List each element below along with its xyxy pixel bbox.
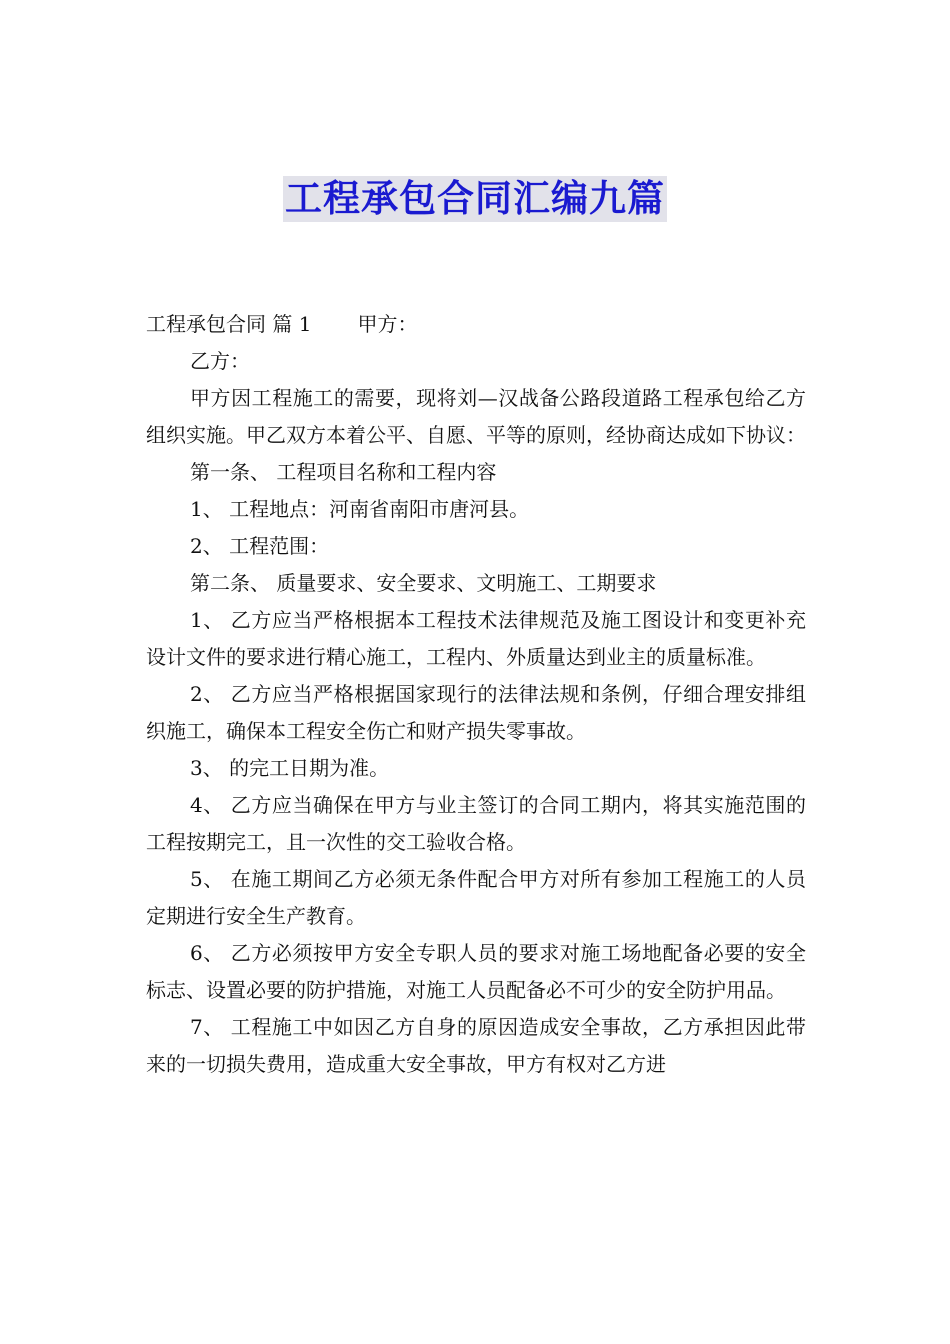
article-2-item-4: 4、 乙方应当确保在甲方与业主签订的合同工期内，将其实施范围的工程按期完工，且一次性的交工验收合格。 <box>146 793 806 854</box>
party-a-label: 甲方： <box>357 312 418 336</box>
document-body <box>146 306 806 1083</box>
article-1-item-1: 1、 工程地点：河南省南阳市唐河县。 <box>190 497 530 521</box>
article-2-heading: 第二条、 质量要求、安全要求、文明施工、工期要求 <box>190 571 657 595</box>
article-2-item-6: 6、 乙方必须按甲方安全专职人员的要求对施工场地配备必要的安全标志、设置必要的防护措施，对施工人员配备必不可少的安全防护用品。 <box>146 941 806 1002</box>
contract-heading: 工程承包合同 篇 1 <box>146 312 312 336</box>
article-1-item-2: 2、 工程范围： <box>190 534 330 558</box>
paragraph-intro: 甲方因工程施工的需要，现将刘—汉战备公路段道路工程承包给乙方组织实施。甲乙双方本着公平、自愿、平等的原则，经协商达成如下协议： <box>146 386 806 447</box>
document-title: 工程承包合同汇编九篇 <box>285 177 665 220</box>
article-1-heading: 第一条、 工程项目名称和工程内容 <box>190 460 497 484</box>
title-container <box>0 176 950 222</box>
article-2-item-3: 3、 的完工日期为准。 <box>190 756 390 780</box>
article-2-item-2: 2、 乙方应当严格根据国家现行的法律法规和条例，仔细合理安排组织施工，确保本工程安全伤亡和财产损失零事故。 <box>146 682 806 743</box>
article-2-item-7: 7、 工程施工中如因乙方自身的原因造成安全事故，乙方承担因此带来的一切损失费用，造成重大安全事故，甲方有权对乙方进 <box>146 1015 806 1076</box>
contract-heading-line <box>146 306 806 343</box>
article-2-item-5: 5、 在施工期间乙方必须无条件配合甲方对所有参加工程施工的人员定期进行安全生产教育。 <box>146 867 806 928</box>
party-b-label: 乙方： <box>190 349 250 373</box>
article-2-item-1: 1、 乙方应当严格根据本工程技术法律规范及施工图设计和变更补充设计文件的要求进行精心施工，工程内、外质量达到业主的质量标准。 <box>146 608 806 669</box>
